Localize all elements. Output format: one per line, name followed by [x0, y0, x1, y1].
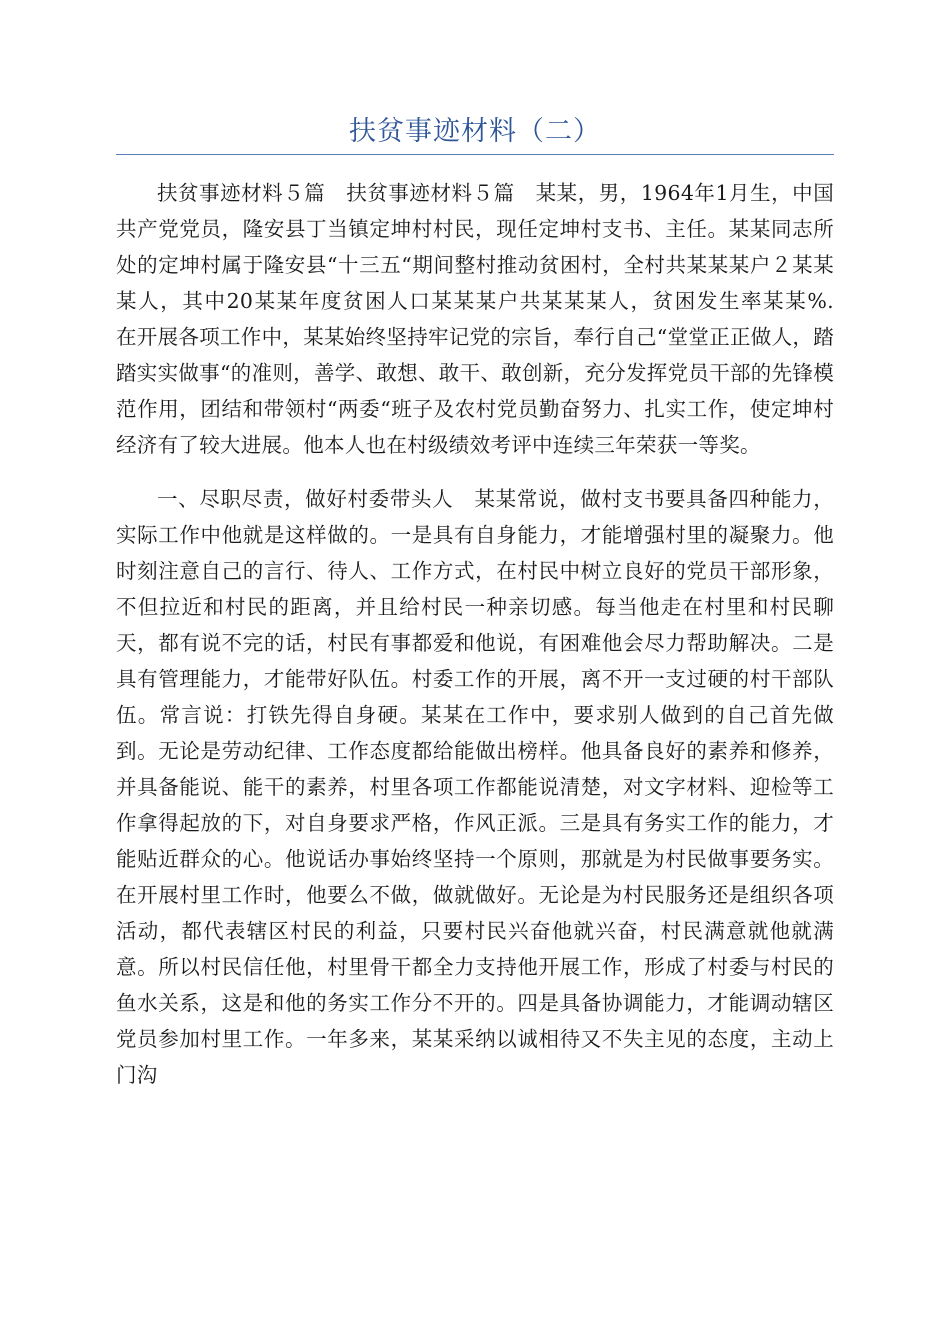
- paragraph-intro: 扶贫事迹材料５篇 扶贫事迹材料５篇 某某，男，1964年1月生，中国共产党党员，隆安县丁当镇定坤村村民，现任定坤村支书、主任。某某同志所处的定坤村属于隆安县“十三五“期间整村推动贫困村，全村共某某某户２某某某人，其中20某某年度贫困人口某某某户共某某某人，贫困发生率某某%. 在开展各项工作中，某某始终坚持牢记党的宗旨，奉行自己“堂堂正正做人，踏踏实实做事“的准则，善学、敢想、敢干、敢创新，充分发挥党员干部的先锋模范作用，团结和带领村“两委“班子及农村党员勤奋努力、扎实工作，使定坤村经济有了较大进展。他本人也在村级绩效考评中连续三年荣获一等奖。: [116, 181, 855, 457]
- title-underline: [116, 154, 834, 155]
- document-body: [116, 175, 855, 1093]
- paragraph-section-one: 一、尽职尽责，做好村委带头人 某某常说，做村支书要具备四种能力，实际工作中他就是这样做的。一是具有自身能力，才能增强村里的凝聚力。他时刻注意自己的言行、待人、工作方式，在村民中树立良好的党员干部形象，不但拉近和村民的距离，并且给村民一种亲切感。每当他走在村里和村民聊天，都有说不完的话，村民有事都爱和他说，有困难他会尽力帮助解决。二是具有管理能力，才能带好队伍。村委工作的开展，离不开一支过硬的村干部队伍。常言说：打铁先得自身硬。某某在工作中，要求别人做到的自己首先做到。无论是劳动纪律、工作态度都给能做出榜样。他具备良好的素养和修养，并具备能说、能干的素养，村里各项工作都能说清楚，对文字材料、迎检等工作拿得起放的下，对自身要求严格，作风正派。三是具有务实工作的能力，才能贴近群众的心。他说话办事始终坚持一个原则，那就是为村民做事要务实。在开展村里工作时，他要么不做，做就做好。无论是为村民服务还是组织各项活动，都代表辖区村民的利益，只要村民兴奋他就兴奋，村民满意就他就满意。所以村民信任他，村里骨干都全力支持他开展工作，形成了村委与村民的鱼水关系，这是和他的务实工作分不开的。四是具备协调能力，才能调动辖区党员参加村里工作。一年多来，某某采纳以诚相待又不失主见的态度，主动上门沟: [116, 487, 834, 1087]
- title-block: [116, 112, 834, 152]
- document-title: 扶贫事迹材料（二）: [349, 116, 601, 147]
